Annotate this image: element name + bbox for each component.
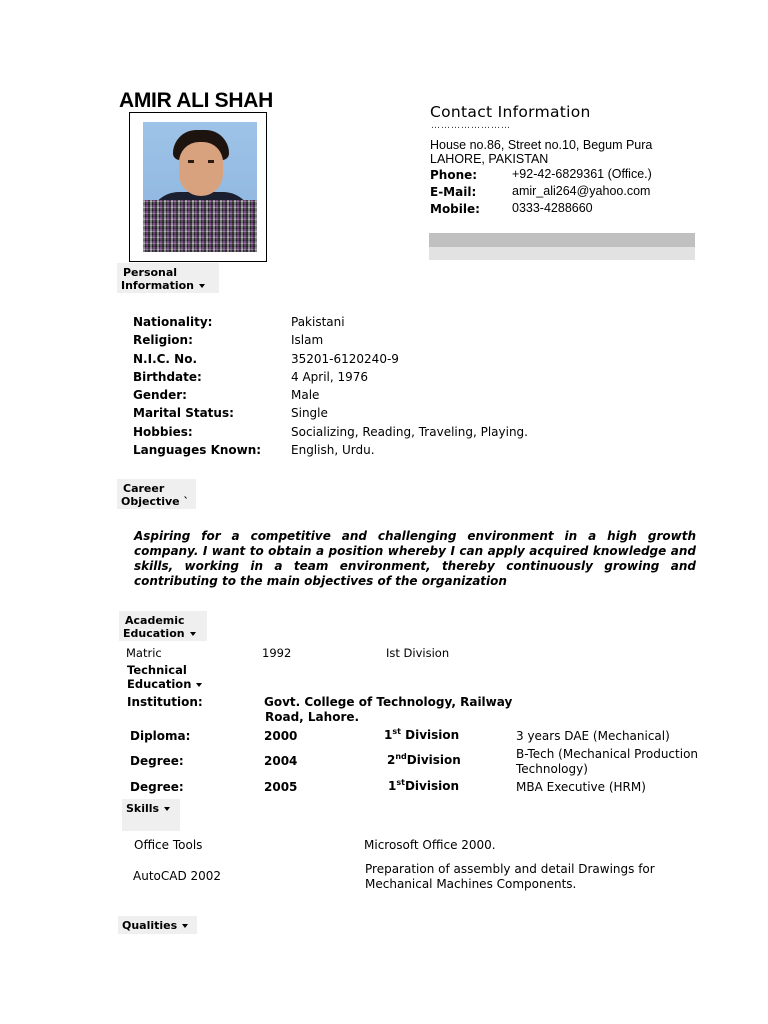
institution-name: Govt. College of Technology, Railway: [264, 695, 513, 709]
email-label: E-Mail:: [430, 185, 477, 199]
personal-label: N.I.C. No.: [133, 352, 198, 366]
qualification-division: 2ndDivision: [387, 752, 461, 767]
section-qualities[interactable]: [118, 916, 197, 934]
skill-desc: Microsoft Office 2000.: [364, 838, 496, 852]
dropdown-caret-icon: [199, 284, 205, 288]
section-label: Education: [127, 677, 192, 691]
skill-name: Office Tools: [134, 838, 203, 852]
profile-photo: [129, 112, 267, 262]
personal-label: Languages Known:: [133, 443, 262, 457]
contact-dots: ……………………: [431, 121, 511, 131]
phone-label: Phone:: [430, 168, 478, 182]
personal-label: Marital Status:: [133, 406, 234, 420]
personal-value: Pakistani: [291, 315, 345, 329]
personal-value: English, Urdu.: [291, 443, 375, 457]
personal-label: Birthdate:: [133, 370, 202, 384]
career-objective-text: Aspiring for a competitive and challenging environment in a high growth company. I want to obtain a position whereby I can apply acquired knowledge and skills, working in a team environment, thereby continuously growing and contributing to the main objectives of the organization: [134, 529, 696, 588]
personal-label: Gender:: [133, 388, 187, 402]
dropdown-caret-icon: [182, 924, 188, 928]
address-line-1: House no.86, Street no.10, Begum Pura: [430, 138, 653, 152]
qualification-year: 2000: [264, 729, 298, 743]
section-label: Objective `: [121, 495, 189, 508]
institution-label: Institution:: [127, 695, 203, 709]
qualification-detail: 3 years DAE (Mechanical): [516, 729, 670, 743]
dropdown-caret-icon: [190, 632, 196, 636]
qualification-division: 1stDivision: [388, 778, 460, 793]
section-label: Information: [121, 279, 194, 292]
section-label: Qualities: [122, 919, 178, 932]
header-divider-light: [429, 247, 695, 260]
qualification-detail: MBA Executive (HRM): [516, 780, 646, 794]
dropdown-caret-icon: [196, 683, 202, 687]
qualification-year: 2005: [264, 780, 298, 794]
section-label: Personal: [123, 266, 178, 279]
personal-value: 35201-6120240-9: [291, 352, 399, 366]
personal-value: 4 April, 1976: [291, 370, 369, 384]
contact-title: Contact Information: [430, 103, 591, 121]
personal-value: Islam: [291, 333, 324, 347]
candidate-name: AMIR ALI SHAH: [119, 89, 273, 112]
section-career-objective[interactable]: [117, 479, 196, 509]
personal-value: Socializing, Reading, Traveling, Playing.: [291, 425, 528, 439]
qualification-label: Degree:: [130, 754, 184, 768]
personal-label: Nationality:: [133, 315, 213, 329]
section-academic-education[interactable]: [119, 611, 207, 641]
institution-name-cont: Road, Lahore.: [265, 710, 360, 724]
dropdown-caret-icon: [164, 807, 170, 811]
academic-year: 1992: [262, 646, 292, 660]
skill-name: AutoCAD 2002: [133, 869, 222, 883]
personal-value: Single: [291, 406, 328, 420]
address-line-2: LAHORE, PAKISTAN: [430, 152, 549, 166]
qualification-detail: B-Tech (Mechanical Production: [516, 747, 699, 761]
skill-desc-cont: Mechanical Machines Components.: [365, 877, 577, 891]
section-skills[interactable]: [122, 799, 180, 831]
email-value[interactable]: amir_ali264@yahoo.com: [512, 184, 651, 198]
section-label: Skills: [126, 802, 160, 815]
qualification-detail-cont: Technology): [516, 762, 588, 776]
section-label: Academic: [125, 614, 185, 627]
section-label: Career: [123, 482, 165, 495]
personal-label: Hobbies:: [133, 425, 193, 439]
qualification-label: Diploma:: [130, 729, 191, 743]
academic-division: Ist Division: [386, 646, 450, 660]
photo-image: [143, 122, 257, 252]
section-personal-information[interactable]: [117, 263, 219, 293]
qualification-label: Degree:: [130, 780, 184, 794]
section-technical-education[interactable]: [127, 663, 202, 691]
personal-value: Male: [291, 388, 320, 402]
header-divider-dark: [429, 233, 695, 247]
mobile-value: 0333-4288660: [512, 201, 593, 215]
academic-degree: Matric: [126, 646, 162, 660]
section-label: Education: [123, 627, 185, 640]
skill-desc: Preparation of assembly and detail Drawings for: [365, 862, 655, 876]
phone-value: +92-42-6829361 (Office.): [512, 167, 652, 181]
personal-label: Religion:: [133, 333, 193, 347]
mobile-label: Mobile:: [430, 202, 480, 216]
qualification-year: 2004: [264, 754, 298, 768]
section-label: Technical: [127, 663, 187, 677]
qualification-division: 1st Division: [384, 727, 460, 742]
